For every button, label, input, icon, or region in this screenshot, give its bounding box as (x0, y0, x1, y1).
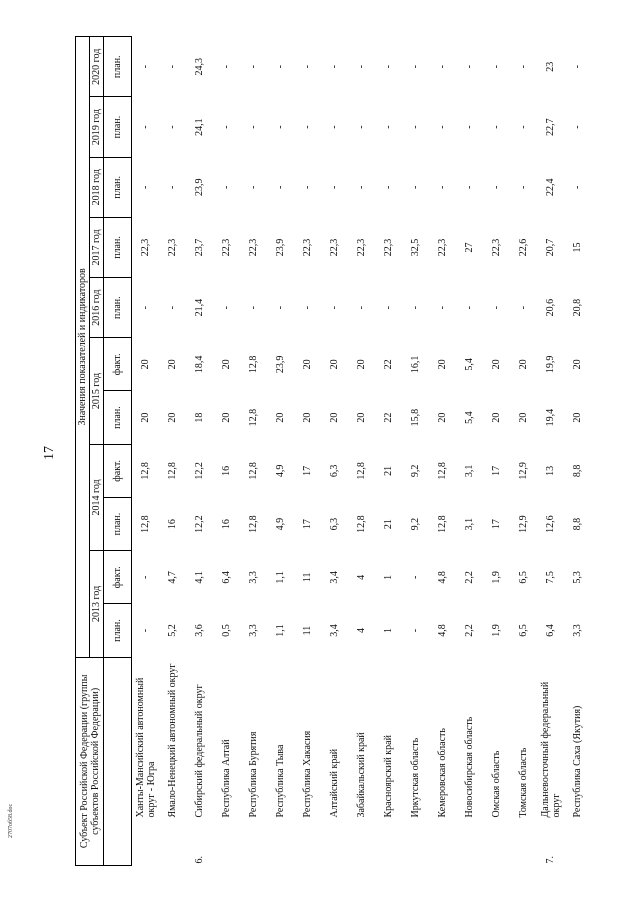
value-cell: - (383, 125, 394, 129)
value-cell: 16 (167, 519, 178, 530)
value-cell: 5,4 (464, 411, 475, 424)
row-number (132, 822, 160, 866)
row-number: 6. (194, 856, 205, 864)
value-cell: 12,2 (194, 462, 205, 480)
value-cell: - (275, 305, 286, 310)
value-cell: 4,1 (194, 571, 205, 584)
plan-label: план. (104, 217, 132, 277)
value-cell: - (140, 575, 151, 579)
value-cell: - (248, 65, 259, 69)
value-cell: 12,8 (140, 515, 151, 533)
value-cell: 6,3 (329, 464, 340, 478)
value-cell: 21,4 (194, 298, 205, 317)
value-cell: 23,7 (194, 238, 205, 257)
value-cell: 5,4 (464, 358, 475, 371)
values-header: Значения показателей и индикаторов (76, 37, 90, 658)
row-number (375, 822, 402, 866)
value-cell: - (275, 125, 286, 129)
value-cell: 20 (572, 412, 583, 423)
value-cell: - (167, 305, 178, 310)
value-cell: 2,2 (464, 624, 475, 637)
value-cell: 12,8 (248, 355, 259, 374)
value-cell: 23,9 (194, 178, 205, 197)
value-cell: - (383, 305, 394, 310)
plan-label: план. (104, 37, 132, 98)
row-number (213, 822, 240, 866)
value-cell: - (329, 185, 340, 189)
subject-name: Ямало-Ненецкий автономный округ (167, 663, 178, 818)
value-cell: - (221, 305, 232, 310)
value-cell: 8,8 (572, 517, 583, 531)
subject-name: Новосибирская область (464, 716, 475, 818)
value-cell: 5,2 (167, 624, 178, 637)
value-cell: 3,3 (248, 571, 259, 584)
value-cell: 20 (329, 412, 340, 423)
value-cell: - (464, 65, 475, 69)
table-row (537, 37, 564, 866)
row-number (402, 822, 429, 866)
value-cell: 20 (491, 412, 502, 423)
fact-label: факт. (104, 338, 132, 391)
value-cell: 20 (221, 412, 232, 423)
table-body (132, 37, 592, 866)
table-row (348, 37, 375, 866)
row-number (294, 822, 321, 866)
plan-label: план. (104, 604, 132, 657)
value-cell: - (491, 65, 502, 69)
value-cell: - (302, 125, 313, 129)
value-cell: - (464, 185, 475, 189)
value-cell: 15 (572, 242, 583, 253)
value-cell: 22,3 (302, 238, 313, 257)
value-cell: - (221, 125, 232, 129)
value-cell: 1,9 (491, 624, 502, 637)
value-cell: - (140, 628, 151, 633)
value-cell: 3,3 (572, 624, 583, 637)
value-cell: - (464, 125, 475, 129)
row-number (321, 822, 348, 866)
value-cell: - (140, 185, 151, 189)
value-cell: - (518, 305, 529, 310)
value-cell: - (356, 125, 367, 129)
value-cell: 20 (221, 359, 232, 370)
value-cell: 11 (302, 572, 313, 583)
subject-name: Республика Хакасия (302, 730, 313, 818)
table-row (240, 37, 267, 866)
rotated-table-wrapper (75, 36, 623, 866)
value-cell: - (329, 305, 340, 310)
value-cell: - (437, 65, 448, 69)
value-cell: - (356, 305, 367, 310)
table-row (483, 37, 510, 866)
subject-name: Томская область (518, 747, 529, 818)
subject-name: Дальневосточный федеральный округ (539, 681, 562, 818)
value-cell: 13 (545, 465, 556, 476)
value-cell: - (248, 185, 259, 189)
row-number (510, 822, 537, 866)
value-cell: - (275, 185, 286, 189)
plan-label: план. (104, 391, 132, 444)
value-cell: 20 (167, 359, 178, 370)
value-cell: 22,3 (248, 238, 259, 257)
row-number (564, 822, 591, 866)
value-cell: - (167, 185, 178, 189)
value-cell: 8,8 (572, 464, 583, 478)
value-cell: 22 (383, 412, 394, 423)
subject-name: Республика Тыва (275, 744, 286, 818)
row-number (267, 822, 294, 866)
value-cell: - (383, 185, 394, 189)
value-cell: 7,5 (545, 571, 556, 584)
year-2018: 2018 год (90, 157, 104, 217)
table-row (375, 37, 402, 866)
value-cell: - (275, 65, 286, 69)
table-row (510, 37, 537, 866)
value-cell: 22,3 (167, 238, 178, 257)
value-cell: - (383, 65, 394, 69)
value-cell: 20 (140, 359, 151, 370)
value-cell: 22,3 (383, 238, 394, 257)
table-row (456, 37, 483, 866)
value-cell: 18,4 (194, 355, 205, 374)
value-cell: - (356, 65, 367, 69)
subject-name: Республика Саха (Якутия) (572, 705, 583, 818)
row-number: 7. (545, 856, 556, 864)
table-row (132, 37, 160, 866)
value-cell: 11 (302, 625, 313, 636)
fact-label: факт. (104, 551, 132, 604)
value-cell: 3,4 (329, 571, 340, 584)
row-number (159, 822, 186, 866)
value-cell: 22,6 (518, 238, 529, 257)
value-cell: - (491, 305, 502, 310)
subject-name: Омская область (491, 750, 502, 818)
value-cell: 12,8 (356, 515, 367, 533)
value-cell: 12,2 (194, 515, 205, 533)
value-cell: 12,8 (437, 515, 448, 533)
page-number: 17 (42, 446, 57, 460)
subject-name: Иркутская область (410, 737, 421, 818)
value-cell: 4 (356, 574, 367, 580)
plan-label: план. (104, 278, 132, 338)
value-cell: 16,1 (410, 355, 421, 374)
value-cell: - (437, 305, 448, 310)
value-cell: 22,3 (491, 238, 502, 257)
value-cell: 20 (302, 359, 313, 370)
value-cell: 3,3 (248, 624, 259, 637)
value-cell: 22,3 (437, 238, 448, 257)
value-cell: 1,9 (491, 571, 502, 584)
value-cell: 6,5 (518, 624, 529, 637)
value-cell: 20 (356, 412, 367, 423)
table-row (402, 37, 429, 866)
value-cell: - (410, 125, 421, 129)
value-cell: 12,8 (356, 462, 367, 480)
value-cell: 27 (464, 242, 475, 253)
value-cell: - (329, 65, 340, 69)
value-cell: - (518, 185, 529, 189)
value-cell: 20 (518, 359, 529, 370)
value-cell: 1,1 (275, 624, 286, 637)
value-cell: - (221, 185, 232, 189)
value-cell: 4,8 (437, 571, 448, 584)
table-row (564, 37, 591, 866)
table-header (76, 37, 132, 866)
value-cell: 1,1 (275, 571, 286, 584)
value-cell: 23 (545, 61, 556, 72)
value-cell: 24,1 (194, 118, 205, 136)
value-cell: 6,4 (221, 571, 232, 584)
value-cell: 23,9 (275, 355, 286, 374)
value-cell: - (464, 305, 475, 310)
plan-label: план. (104, 157, 132, 217)
table-row (213, 37, 240, 866)
value-cell: - (572, 125, 583, 129)
year-2020: 2020 год (90, 37, 104, 98)
value-cell: 4,9 (275, 517, 286, 531)
value-cell: 6,5 (518, 571, 529, 584)
value-cell: 20 (329, 359, 340, 370)
value-cell: 22 (383, 359, 394, 370)
value-cell: - (167, 125, 178, 129)
value-cell: 20 (356, 359, 367, 370)
value-cell: 6,3 (329, 517, 340, 531)
value-cell: 16 (221, 465, 232, 476)
table-row (159, 37, 186, 866)
plan-label: план. (104, 97, 132, 157)
value-cell: 20 (572, 359, 583, 370)
year-2014: 2014 год (90, 444, 104, 550)
value-cell: 0,5 (221, 624, 232, 637)
value-cell: - (248, 125, 259, 129)
table-row (321, 37, 348, 866)
value-cell: - (221, 65, 232, 69)
subject-header: Субъект Российской Федерации (группы субъектов Российской Федерации) (76, 657, 104, 865)
value-cell: 22,3 (356, 238, 367, 257)
value-cell: 17 (491, 465, 502, 476)
value-cell: 22,3 (221, 238, 232, 257)
row-number (456, 822, 483, 866)
value-cell: - (437, 185, 448, 189)
value-cell: 16 (221, 519, 232, 530)
value-cell: 20 (491, 359, 502, 370)
value-cell: 20 (437, 359, 448, 370)
year-2015: 2015 год (90, 338, 104, 444)
value-cell: - (356, 185, 367, 189)
subject-name: Республика Бурятия (248, 731, 259, 818)
value-cell: 24,3 (194, 58, 205, 76)
value-cell: - (302, 305, 313, 310)
value-cell: 20 (518, 412, 529, 423)
year-2013: 2013 год (90, 551, 104, 657)
value-cell: 12,8 (437, 462, 448, 480)
value-cell: 1 (383, 628, 394, 634)
table-row (429, 37, 456, 866)
value-cell: 19,4 (545, 408, 556, 427)
value-cell: - (140, 305, 151, 310)
value-cell: 17 (302, 465, 313, 476)
plan-label: план. (104, 497, 132, 550)
value-cell: - (491, 185, 502, 189)
value-cell: 3,4 (329, 624, 340, 637)
value-cell: 12,8 (248, 462, 259, 480)
subject-name: Красноярский край (383, 735, 394, 818)
fact-label: факт. (104, 444, 132, 497)
value-cell: 21 (383, 519, 394, 530)
value-cell: - (437, 125, 448, 129)
year-2017: 2017 год (90, 217, 104, 277)
value-cell: 1 (383, 574, 394, 580)
row-number (483, 822, 510, 866)
value-cell: 22,4 (545, 178, 556, 197)
value-cell: 20 (437, 412, 448, 423)
value-cell: - (572, 185, 583, 189)
row-number (348, 822, 375, 866)
value-cell: - (167, 65, 178, 69)
value-cell: - (491, 125, 502, 129)
value-cell: 12,9 (518, 515, 529, 533)
year-2019: 2019 год (90, 97, 104, 157)
value-cell: 22,7 (545, 118, 556, 136)
value-cell: 4,7 (167, 571, 178, 584)
value-cell: - (329, 125, 340, 129)
value-cell: 20 (167, 412, 178, 423)
value-cell: 17 (302, 519, 313, 530)
subject-name: Кемеровская область (437, 728, 448, 818)
table-row (267, 37, 294, 866)
subject-header-blank (104, 657, 132, 865)
value-cell: 12,8 (248, 515, 259, 533)
value-cell: 4,8 (437, 624, 448, 637)
subject-name: Ханты-Мансийский автономный округ - Югра (134, 677, 157, 818)
value-cell: - (410, 628, 421, 633)
subject-name: Забайкальский край (356, 732, 367, 818)
value-cell: - (410, 65, 421, 69)
value-cell: 12,6 (545, 515, 556, 533)
value-cell: 23,9 (275, 238, 286, 257)
value-cell: 32,5 (410, 238, 421, 257)
value-cell: 12,9 (518, 462, 529, 480)
value-cell: 4,9 (275, 464, 286, 478)
value-cell: 22,3 (329, 238, 340, 257)
value-cell: - (248, 305, 259, 310)
table-row (294, 37, 321, 866)
value-cell: 12,8 (248, 408, 259, 427)
table-row (186, 37, 213, 866)
value-cell: 20,6 (545, 298, 556, 317)
year-2016: 2016 год (90, 278, 104, 338)
value-cell: 20 (302, 412, 313, 423)
value-cell: 20,7 (545, 238, 556, 257)
value-cell: - (302, 185, 313, 189)
value-cell: 9,2 (410, 517, 421, 531)
value-cell: - (518, 65, 529, 69)
value-cell: - (572, 65, 583, 69)
value-cell: 3,1 (464, 464, 475, 478)
value-cell: 18 (194, 412, 205, 423)
value-cell: 20,8 (572, 298, 583, 317)
value-cell: 4 (356, 628, 367, 634)
indicators-table (75, 36, 591, 866)
value-cell: 3,1 (464, 517, 475, 531)
subject-name: Сибирский федеральный округ (194, 684, 205, 818)
value-cell: 12,8 (140, 462, 151, 480)
row-number (429, 822, 456, 866)
value-cell: - (140, 125, 151, 129)
value-cell: 21 (383, 465, 394, 476)
value-cell: 15,8 (410, 408, 421, 427)
value-cell: 19,9 (545, 355, 556, 374)
footer-file-code: 2707об58.doc (8, 803, 14, 838)
value-cell: 17 (491, 519, 502, 530)
value-cell: 22,3 (140, 238, 151, 257)
value-cell: 6,4 (545, 624, 556, 637)
value-cell: 20 (140, 412, 151, 423)
value-cell: 3,6 (194, 624, 205, 637)
value-cell: 5,3 (572, 571, 583, 584)
value-cell: - (410, 575, 421, 579)
value-cell: 2,2 (464, 571, 475, 584)
value-cell: - (518, 125, 529, 129)
value-cell: - (410, 305, 421, 310)
row-number (240, 822, 267, 866)
subject-name: Республика Алтай (221, 739, 232, 818)
value-cell: - (410, 185, 421, 189)
value-cell: 9,2 (410, 464, 421, 478)
value-cell: 20 (275, 412, 286, 423)
value-cell: 12,8 (167, 462, 178, 480)
value-cell: - (140, 65, 151, 69)
value-cell: - (302, 65, 313, 69)
subject-name: Алтайский край (329, 748, 340, 818)
